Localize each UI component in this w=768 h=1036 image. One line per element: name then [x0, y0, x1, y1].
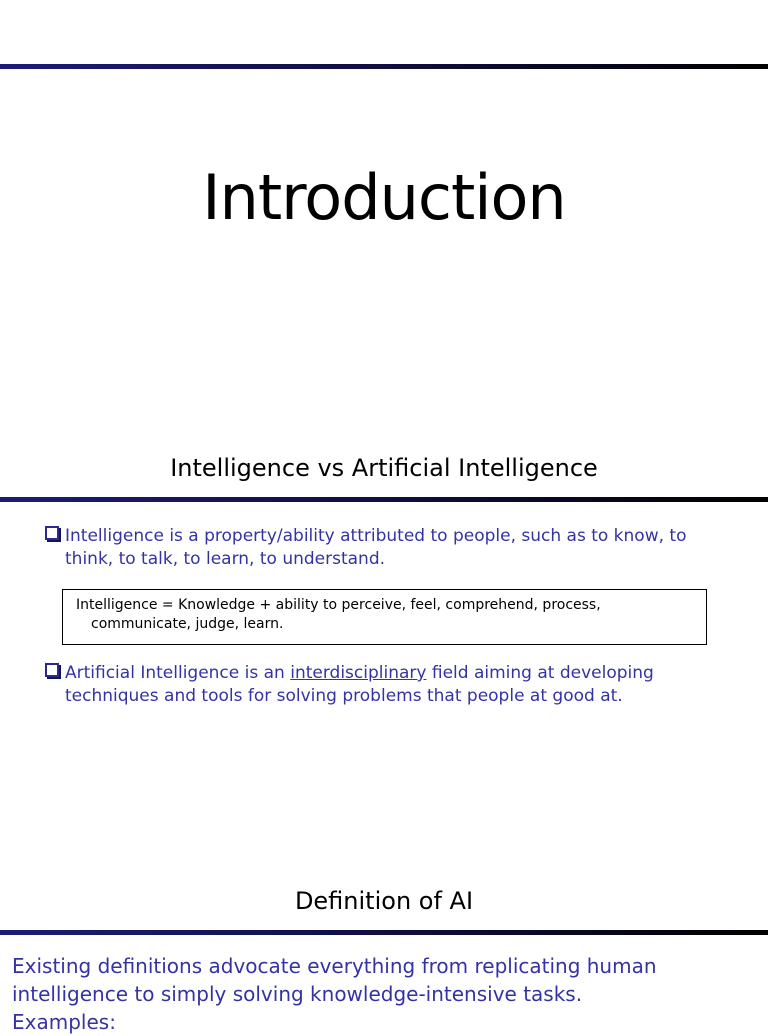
bullet-ai-text-before: Artificial Intelligence is an: [65, 663, 291, 683]
bullet-artificial-intelligence: [44, 662, 704, 708]
definition-box-text: Intelligence = Knowledge + ability to perceive, feel, comprehend, process, communicate, judge, learn.: [76, 597, 601, 632]
slide-3-top-rule: [0, 930, 768, 935]
bullet-intelligence: [44, 525, 704, 571]
definition-box: [62, 589, 707, 645]
slide-2-title: Intelligence vs Artificial Intelligence: [170, 454, 598, 482]
examples-label: Examples:: [12, 1010, 116, 1034]
checkbox-square-icon: [45, 663, 59, 677]
slide-1-top-rule: [0, 64, 768, 69]
definition-paragraph: Existing definitions advocate everything from replicating human intelligence to simply solving knowledge-intensive tasks.: [12, 954, 657, 1006]
checkbox-square-icon: [45, 526, 59, 540]
bullet-ai-text: [44, 662, 704, 708]
slide-3-body: [12, 952, 752, 1036]
slide-title-introduction: Introduction: [202, 161, 566, 234]
slide-2-top-rule: [0, 497, 768, 502]
interdisciplinary-link[interactable]: interdisciplinary: [290, 663, 427, 683]
bullet-ai-text-after: field aiming at developing techniques and tools for solving problems that people at good at.: [65, 663, 654, 706]
bullet-intelligence-text: Intelligence is a property/ability attributed to people, such as to know, to think, to talk, to learn, to understand.: [65, 526, 687, 569]
slide-3-title: Definition of AI: [294, 887, 474, 915]
